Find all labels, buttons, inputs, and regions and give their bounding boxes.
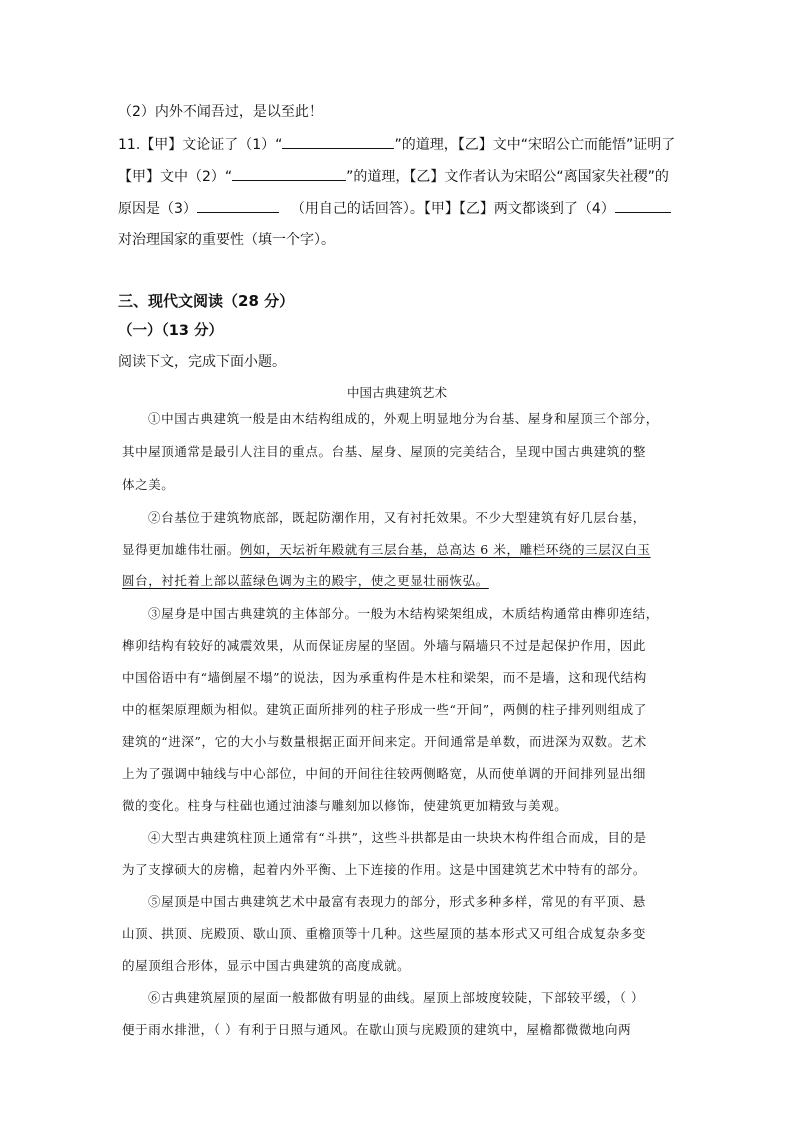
article-line: 其中屋顶通常是最引人注目的重点。台基、屋身、屋顶的完美结合，呈现中国古典建筑的整 [122,444,647,459]
article-line: 微的变化。柱身与柱础也通过油漆与雕刻加以修饰，使建筑更加精致与美观。 [122,798,568,813]
article-line: ⑥古典建筑屋顶的屋面一般都做有明显的曲线。屋顶上部坡度较陡，下部较平缓，（ ） [148,990,645,1005]
article-line: 的屋顶组合形体，显示中国古典建筑的高度成就。 [122,958,411,973]
answer-blank-3[interactable] [197,198,279,213]
underlined-sentence: 例如，天坛祈年殿就有三层台基，总高达 6 米，雕栏环绕的三层汉白玉 [239,542,651,557]
q11-line1-a: 11.【甲】文论证了（1）“ [118,137,283,153]
q11-line-3 [118,198,671,219]
answer-blank-1[interactable] [282,134,394,149]
article-line: 中的框架原理颇为相似。建筑正面所排列的柱子形成一些“开间”，两侧的柱子排列则组成了 [122,702,647,717]
q11-line2-a: 【甲】文中（2）“ [118,169,233,185]
q11-line-1 [118,134,675,155]
article-line: ③屋身是中国古典建筑的主体部分。一般为木结构梁架组成，木质结构通常由榫卯连结， [148,606,659,621]
article-line: 上为了强调中轴线与中心部位，中间的开间往往较两侧略宽，从而使单调的开间排列显出细 [122,766,647,781]
article-line: ②台基位于建筑物底部，既起防潮作用，又有衬托效果。不少大型建筑有好几层台基， [148,510,646,525]
q11-line2-b: ”的道理，【乙】文作者认为宋昭公“离国家失社稷”的 [346,169,669,185]
q11-line3-b: （用自己的话回答）。【甲】【乙】两文都谈到了（4） [290,201,615,217]
section-heading: 三、现代文阅读（28 分） [118,292,295,310]
answer-blank-4[interactable] [615,198,671,213]
underlined-sentence: 圆台，衬托着上部以蓝绿色调为主的殿宇，使之更显壮丽恢弘。 [122,573,489,588]
article-line: ④大型古典建筑柱顶上通常有“斗拱”，这些斗拱都是由一块块木构件组合而成，目的是 [148,830,647,845]
answer-blank-2[interactable] [232,166,346,181]
q10-part2-text: （2）内外不闻吾过，是以至此！ [118,104,323,120]
section-sub-heading: （一）（13 分） [118,323,223,339]
article-line-plain: 显得更加雄伟壮丽。 [122,542,240,557]
article-title: 中国古典建筑艺术 [346,385,447,400]
article-line: ⑤屋顶是中国古典建筑艺术中最富有表现力的部分，形式多种多样，常见的有平顶、悬 [148,894,646,909]
article-line: 中国俗语中有“墙倒屋不塌”的说法，因为承重构件是木柱和梁架，而不是墙，这和现代结构 [122,670,647,685]
article-line [122,541,651,559]
q11-line-2 [118,166,669,187]
q11-line-4: 对治理国家的重要性（填一个字）。 [118,232,335,248]
article-line: 山顶、拱顶、庑殿顶、歇山顶、重檐顶等十几种。这些屋顶的基本形式又可组合成复杂多变 [122,926,647,941]
article-line: 建筑的“进深”，它的大小与数量根据正面开间来定。开间通常是单数，而进深为双数。艺术 [122,734,647,749]
article-line: 便于雨水排泄，（ ）有利于日照与通风。在歇山顶与庑殿顶的建筑中，屋檐都微微地向两 [122,1022,632,1037]
q11-line1-b: ”的道理，【乙】文中“宋昭公亡而能悟”证明了 [394,137,676,153]
article-line: ①中国古典建筑一般是由木结构组成的，外观上明显地分为台基、屋身和屋顶三个部分， [148,411,659,426]
q11-line3-a: 原因是（3） [118,201,197,217]
article-line: 榫卯结构有较好的减震效果，从而保证房屋的坚固。外墙与隔墙只不过是起保护作用，因此 [122,638,647,653]
article-line: 体之美。 [122,477,175,492]
reading-instruction: 阅读下文，完成下面小题。 [118,354,286,370]
article-line: 为了支撑硕大的房檐，起着内外平衡、上下连接的作用。这是中国建筑艺术中特有的部分。 [122,862,647,877]
